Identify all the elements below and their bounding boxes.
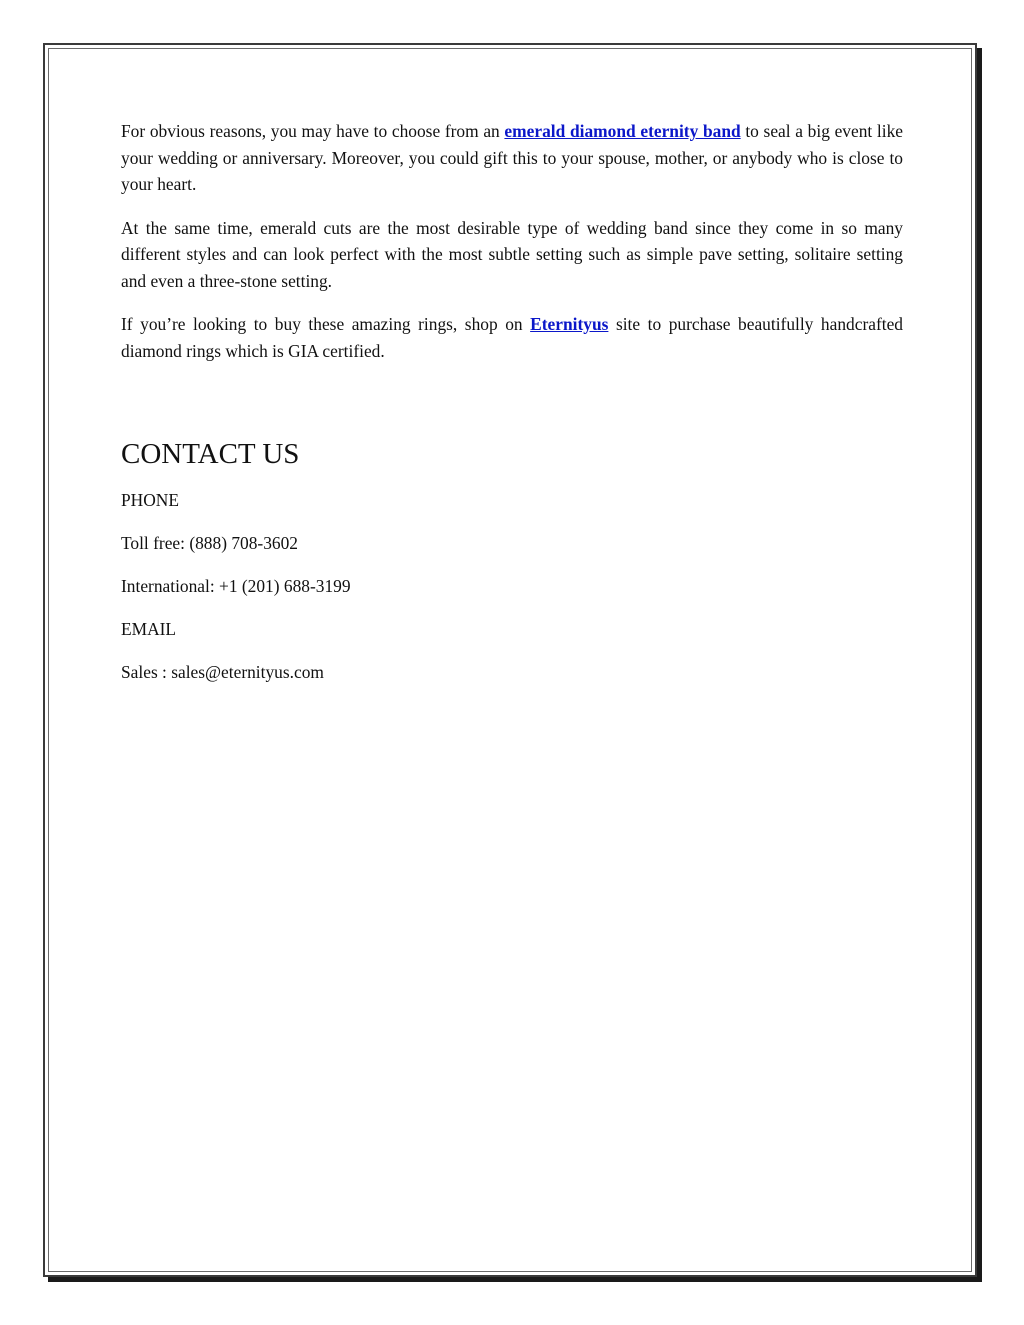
toll-free-number: Toll free: (888) 708-3602	[121, 533, 298, 553]
paragraph-text: For obvious reasons, you may have to choose from an	[121, 121, 505, 141]
document-content	[121, 118, 903, 686]
paragraph-shop	[121, 311, 903, 364]
contact-us-heading: CONTACT US	[121, 438, 300, 470]
paragraph-emerald-cuts: At the same time, emerald cuts are the most desirable type of wedding band since they come in so many different styles and can look perfect with the most subtle setting such as simple pave setting, solitaire setting and even a three-stone setting.	[121, 217, 903, 291]
email-label: EMAIL	[121, 619, 177, 639]
sales-email: Sales : sales@eternityus.com	[121, 662, 324, 682]
paragraph-text: to seal a big event like your wedding or anniversary. Moreover, you could gift this to your spouse, mother, or anybody who is close to your heart.	[121, 121, 903, 194]
paragraph-text: If you’re looking to buy these amazing rings, shop on	[121, 314, 531, 334]
eternityus-link[interactable]: Eternityus	[530, 314, 609, 334]
phone-label: PHONE	[121, 490, 179, 510]
paragraph-text: site to purchase beautifully handcrafted diamond rings which is GIA certified.	[121, 314, 903, 361]
international-number: International: +1 (201) 688-3199	[121, 576, 351, 596]
paragraph-emerald-band	[121, 118, 903, 198]
emerald-diamond-eternity-band-link[interactable]: emerald diamond eternity band	[504, 121, 741, 141]
